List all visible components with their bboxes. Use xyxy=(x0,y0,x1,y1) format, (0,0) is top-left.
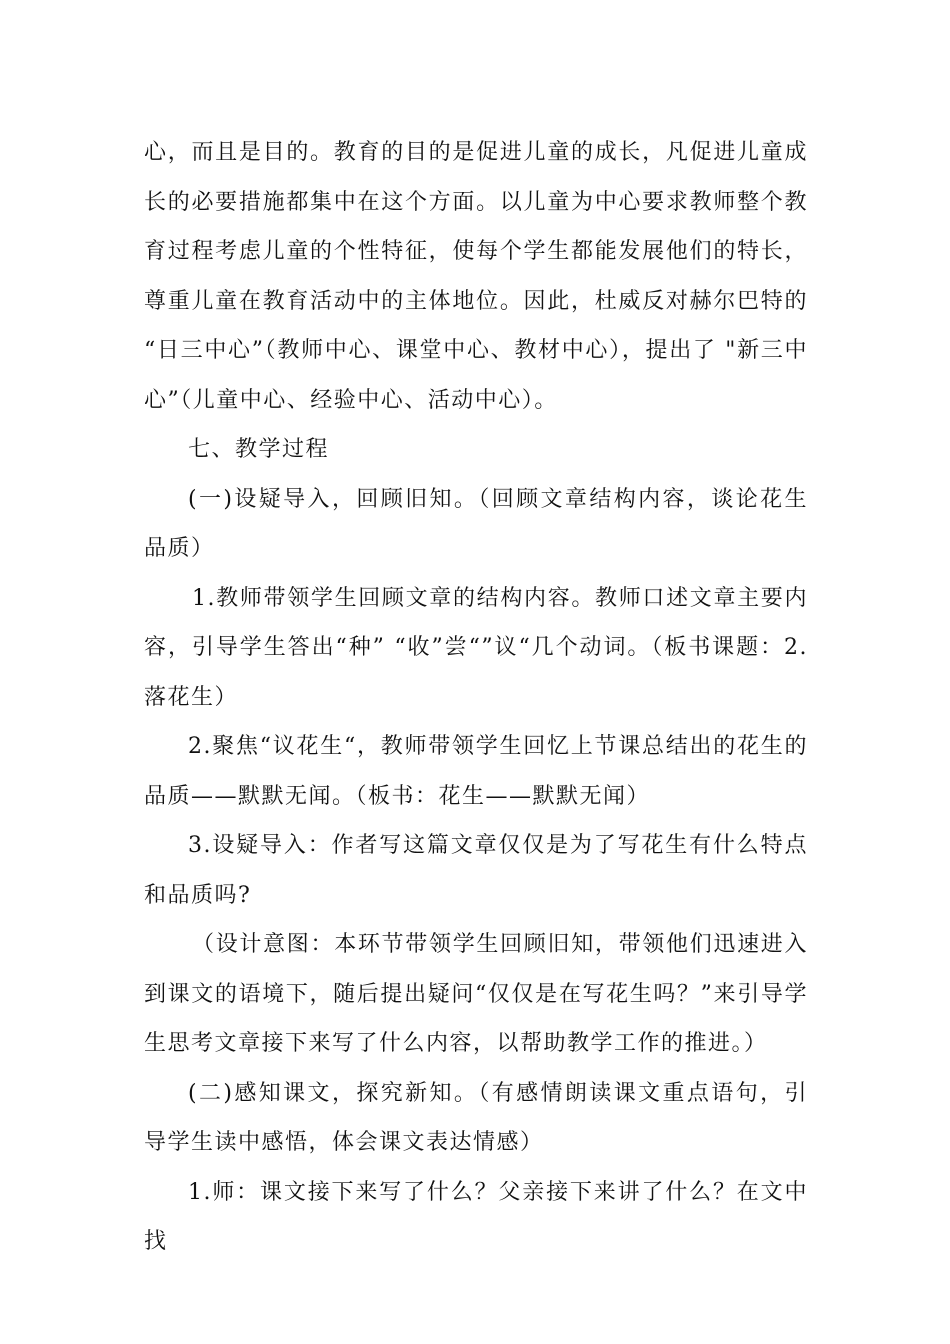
paragraph-dewey-child-center: 心，而且是目的。教育的目的是促进儿童的成长，凡促进儿童成长的必要措施都集中在这个方面。以儿童为中心要求教师整个教育过程考虑儿童的个性特征，使每个学生都能发展他们的特长，尊重儿童在教育活动中的主体地位。因此，杜威反对赫尔巴特的 “日三中心”（教师中心、课堂中心、教材中心），提出了 "新三中心”（儿童中心、经验中心、活动中心）。 xyxy=(144,140,808,413)
section-heading-teaching-process: 七、教学过程 xyxy=(188,437,330,462)
document-page xyxy=(144,128,808,1267)
step-heading-perceive: (二)感知课文，探究新知。（有感情朗读课文重点语句，引导学生读中感悟，体会课文表达情感） xyxy=(144,1080,808,1155)
step-item-3: 3.设疑导入：作者写这篇文章仅仅是为了写花生有什么特点和品质吗? xyxy=(144,833,808,908)
step-item-teacher-question: 1.师：课文接下来写了什么？父亲接下来讲了什么？在文中找 xyxy=(144,1179,808,1254)
step-heading-review: (一)设疑导入，回顾旧知。（回顾文章结构内容，谈论花生品质） xyxy=(144,486,808,561)
step-item-1: 1.教师带领学生回顾文章的结构内容。教师口述文章主要内容，引导学生答出“种” “收”尝“”议“几个动词。（板书课题：2.落花生） xyxy=(144,585,808,710)
design-intent-note: （设计意图：本环节带领学生回顾旧知，带领他们迅速进入到课文的语境下，随后提出疑问“仅仅是在写花生吗？”来引导学生思考文章接下来写了什么内容，以帮助教学工作的推进。） xyxy=(144,932,808,1056)
step-item-2: 2.聚焦“议花生“，教师带领学生回忆上节课总结出的花生的品质——默默无闻。（板书：花生——默默无闻） xyxy=(144,734,808,809)
